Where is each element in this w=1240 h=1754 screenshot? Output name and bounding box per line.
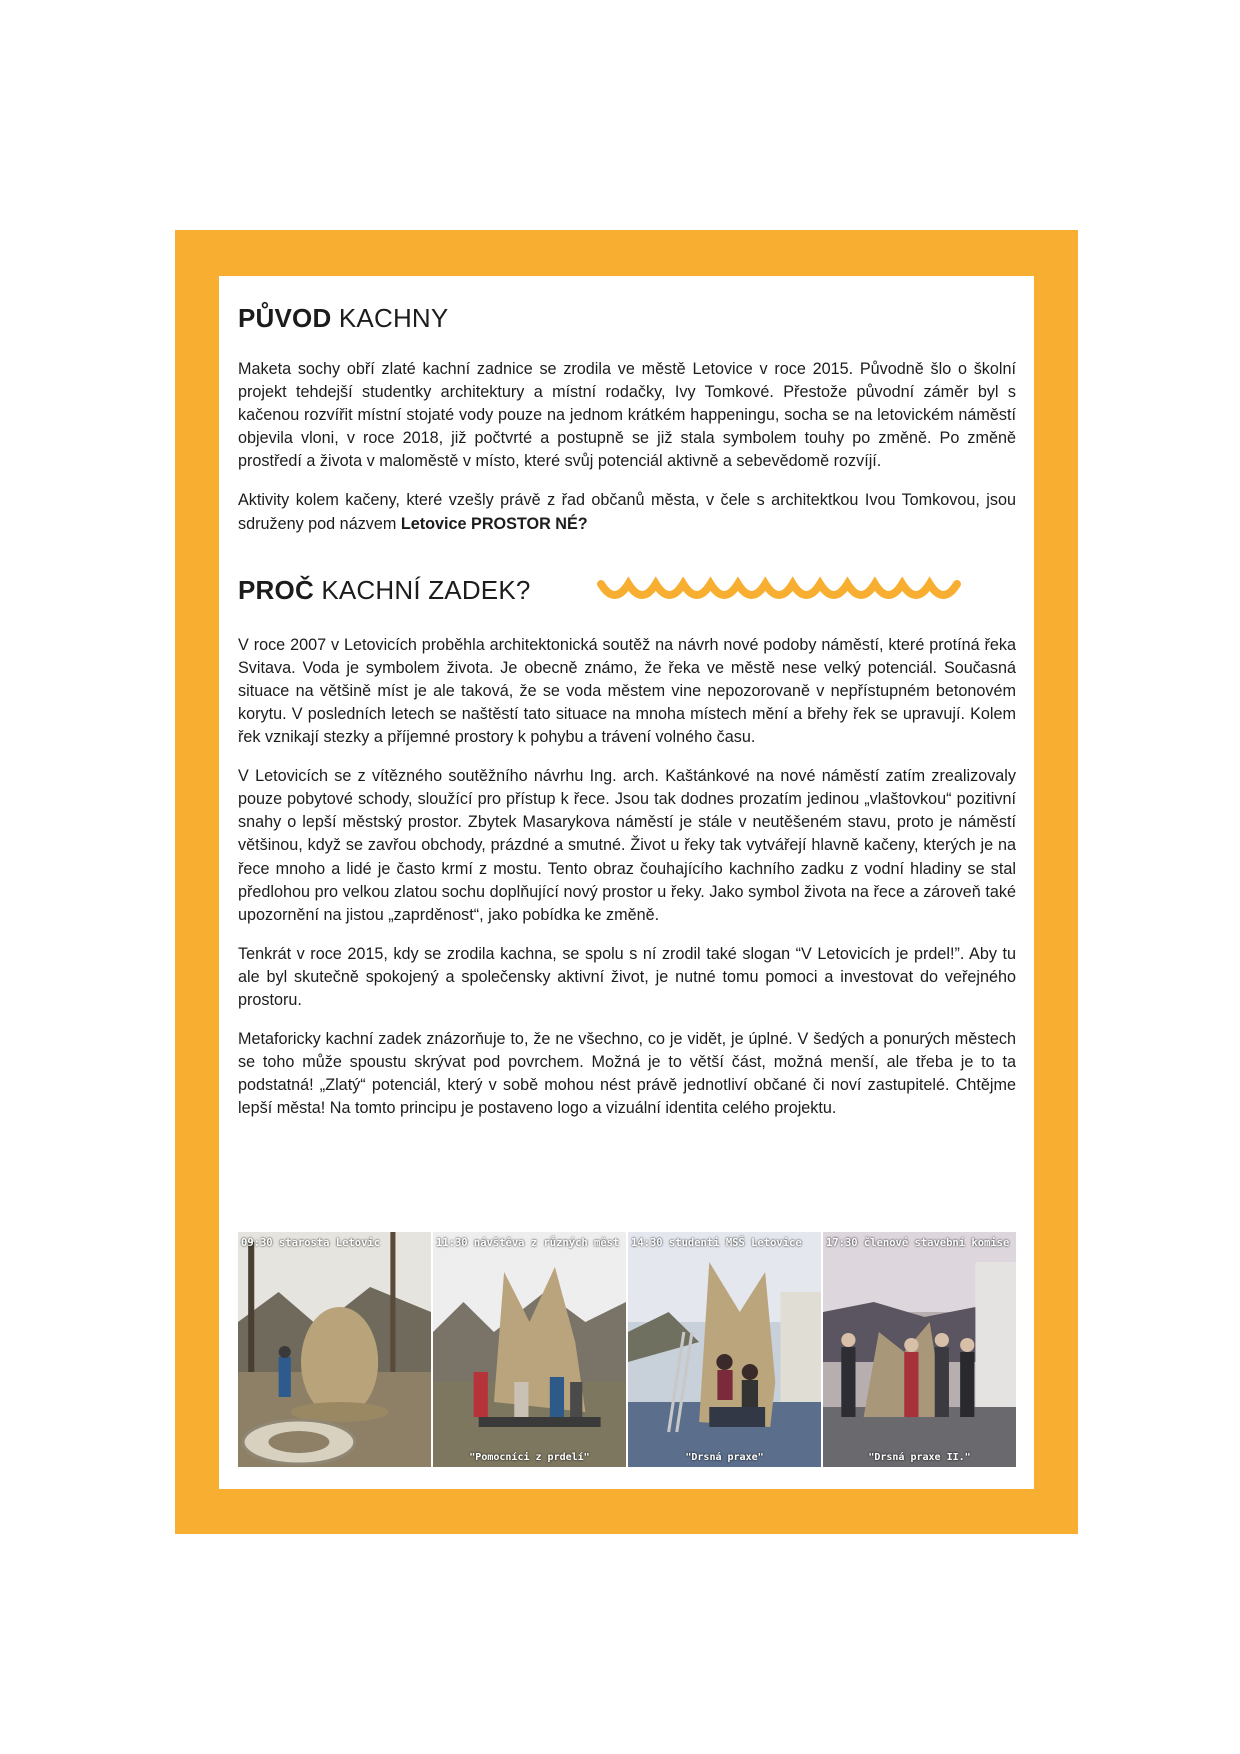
paragraph-why-2: V Letovicích se z vítězného soutěžního návrhu Ing. arch. Kaštánkové na nové náměstí zatím zrealizovaly pouze pobytové schody, sloužící pro přístup k řece. Jsou tak dodnes prozatím jedinou „vlaštovkou“ pozitivní snahy o lepší městský prostor. Zbytek Masarykova náměstí je stále v neutěšeném stavu, proto je náměstí většinou, když se zavřou obchody, prázdné a smutné. Život u řeky tak vytvářejí hlavně kačeny, kterých je na řece mnoho a lidé je často krmí z mostu. Tento obraz čouhajícího kachního zadku z vodní hladiny se stal předlohou pro velkou zlatou sochu doplňující nový prostor u řeky. Jako symbol života na řece a zároveň také upozornění na jistou „zaprděnost“, jako pobídka ke změně. [238, 767, 1016, 924]
photo-students [628, 1232, 821, 1467]
photo-mayor [238, 1232, 431, 1467]
article [238, 296, 1016, 1120]
paragraph-origin-2 [238, 489, 1016, 535]
paragraph-why-1: V roce 2007 v Letovicích proběhla architektonická soutěž na návrh nové podoby náměstí, které protíná řeka Svitava. Voda je symbolem života. Je obecně známo, že řeka ve městě nese velký potenciál. Současná situace na většině míst je ale taková, že se voda městem vine nepozorovaně v nepřístupném betonovém korytu. V posledních letech se naštěstí tato situace na mnoha místech mění a břehy řek se upravují. Kolem řek vznikají stezky a příjemné prostory k pohybu a trávení volného času. [238, 635, 1016, 747]
paragraph-origin-1: Maketa sochy obří zlaté kachní zadnice se zrodila ve městě Letovice v roce 2015. Původně šlo o školní projekt tehdejší studentky architektury a místní rodačky, Ivy Tomkové. Přestože původní záměr byl s kačenou rozvířit místní stojaté vody pouze na jednom krátkém happeningu, socha se na letovickém náměstí objevila vloni, v roce 2018, již počtvrté a postupně se již stala symbolem touhy po změně. Po změně prostředí a života v maloměstě v místo, které svůj potenciál aktivně a sebevědomě rozvíjí. [238, 360, 1016, 471]
section-title-why-rest: KACHNÍ ZADEK? [313, 574, 531, 605]
section-title-why-bold: PROČ [238, 574, 314, 605]
photo-students-image [628, 1232, 821, 1467]
photo-mayor-time: 09:30 starosta Letovic [241, 1237, 381, 1249]
paragraph-why-3: Tenkrát v roce 2015, kdy se zrodila kachna, se spolu s ní zrodil také slogan “V Letovicích je prdel!”. Aby tu ale byl skutečně spokojený a společensky aktivní život, je nutné tomu pomoci a investovat do veřejného prostoru. [238, 944, 1016, 1009]
section-title-why [238, 568, 1016, 612]
photo-strip [238, 1232, 1016, 1467]
photo-visitors-image [433, 1232, 626, 1467]
photo-committee [823, 1232, 1016, 1467]
section-title-origin-rest: KACHNY [331, 303, 449, 333]
paragraph-origin-2-text: Aktivity kolem kačeny, které vzešly právě z řad občanů města, v čele s architektkou Ivou Tomkovou, jsou sdruženy pod názvem [238, 491, 1016, 533]
photo-visitors-time: 11:30 návštěva z různých měst [436, 1237, 620, 1249]
photo-committee-time: 17:30 členové stavební komise [826, 1237, 1010, 1249]
paragraph-why-4: Metaforicky kachní zadek znázorňuje to, že ne všechno, co je vidět, je úplné. V šedých a ponurých městech se toho může spoustu skrývat pod povrchem. Možná je to větší část, možná menší, ale třeba je to ta podstatná! „Zlatý“ potenciál, který v sobě mohou nést právě jednotliví občané či noví zastupitelé. Chtějme lepší města! Na tomto principu je postaveno logo a vizuální identita celého projektu. [238, 1030, 1016, 1118]
section-title-origin-bold: PŮVOD [238, 303, 332, 333]
photo-mayor-image [238, 1232, 431, 1467]
photo-committee-caption: "Drsná praxe II." [868, 1452, 971, 1463]
photo-committee-image [823, 1232, 1016, 1467]
project-name: Letovice PROSTOR NÉ? [400, 514, 588, 533]
photo-students-caption: "Drsná praxe" [685, 1452, 764, 1463]
photo-visitors-caption: "Pomocníci z prdelí" [469, 1452, 590, 1463]
photo-visitors [433, 1232, 626, 1467]
section-title-origin [238, 296, 1016, 340]
wave-decoration-icon [595, 572, 969, 606]
photo-students-time: 14:30 studenti MSŠ Letovice [631, 1237, 802, 1249]
